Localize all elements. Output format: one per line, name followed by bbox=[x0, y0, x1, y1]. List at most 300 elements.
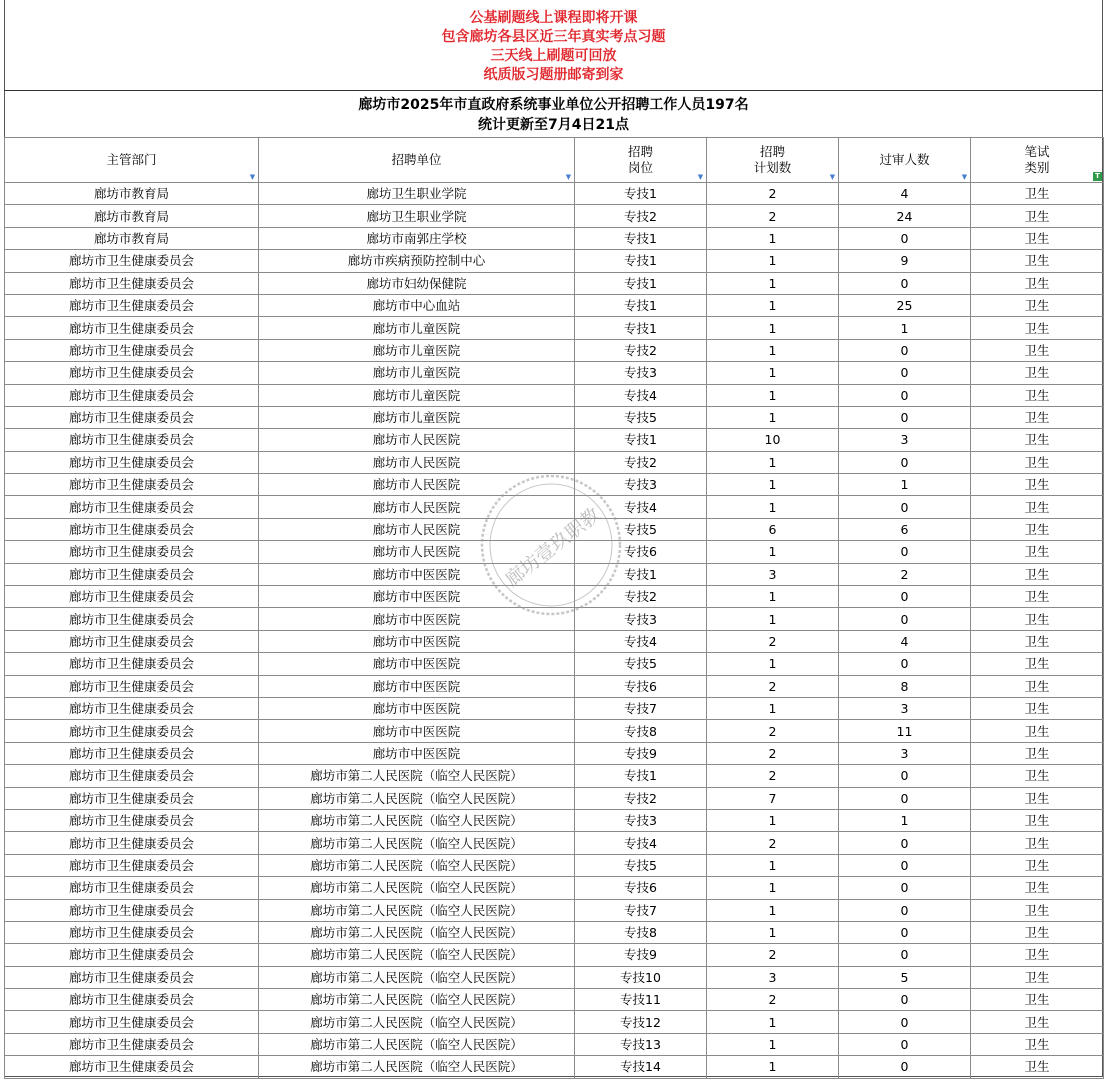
cell-plan-count[interactable]: 2 bbox=[707, 675, 839, 697]
header-row bbox=[5, 138, 1104, 183]
cell-approved-count[interactable]: 0 bbox=[839, 362, 971, 384]
cell-exam-category[interactable]: 卫生 bbox=[971, 183, 1104, 205]
cell-approved-count[interactable]: 0 bbox=[839, 586, 971, 608]
cell-exam-category[interactable]: 卫生 bbox=[971, 339, 1104, 361]
cell-department[interactable]: 廊坊市卫生健康委员会 bbox=[5, 451, 259, 473]
cell-exam-category[interactable]: 卫生 bbox=[971, 317, 1104, 339]
cell-department[interactable]: 廊坊市卫生健康委员会 bbox=[5, 989, 259, 1011]
cell-position[interactable]: 专技4 bbox=[575, 384, 707, 406]
cell-unit[interactable]: 廊坊市妇幼保健院 bbox=[259, 272, 575, 294]
table-row[interactable] bbox=[5, 787, 1104, 809]
table-row[interactable] bbox=[5, 317, 1104, 339]
cell-exam-category[interactable]: 卫生 bbox=[971, 630, 1104, 652]
cell-plan-count[interactable]: 1 bbox=[707, 1033, 839, 1055]
table-row[interactable] bbox=[5, 541, 1104, 563]
table-row[interactable] bbox=[5, 586, 1104, 608]
cell-exam-category[interactable]: 卫生 bbox=[971, 451, 1104, 473]
cell-unit[interactable]: 廊坊市第二人民医院（临空人民医院） bbox=[259, 1033, 575, 1055]
cell-department[interactable]: 廊坊市卫生健康委员会 bbox=[5, 787, 259, 809]
cell-plan-count[interactable]: 2 bbox=[707, 944, 839, 966]
cell-unit[interactable]: 廊坊市儿童医院 bbox=[259, 406, 575, 428]
cell-department[interactable]: 廊坊市卫生健康委员会 bbox=[5, 921, 259, 943]
cell-unit[interactable]: 廊坊市人民医院 bbox=[259, 518, 575, 540]
cell-position[interactable]: 专技3 bbox=[575, 362, 707, 384]
table-row[interactable] bbox=[5, 339, 1104, 361]
cell-exam-category[interactable]: 卫生 bbox=[971, 1056, 1104, 1078]
cell-department[interactable]: 廊坊市卫生健康委员会 bbox=[5, 653, 259, 675]
table-row[interactable] bbox=[5, 406, 1104, 428]
table-row[interactable] bbox=[5, 966, 1104, 988]
cell-exam-category[interactable]: 卫生 bbox=[971, 294, 1104, 316]
cell-position[interactable]: 专技9 bbox=[575, 944, 707, 966]
header-label: 招聘 bbox=[627, 144, 653, 159]
cell-position[interactable]: 专技2 bbox=[575, 339, 707, 361]
cell-department[interactable]: 廊坊市卫生健康委员会 bbox=[5, 317, 259, 339]
cell-approved-count[interactable]: 1 bbox=[839, 474, 971, 496]
cell-unit[interactable]: 廊坊市第二人民医院（临空人民医院） bbox=[259, 944, 575, 966]
cell-approved-count[interactable]: 3 bbox=[839, 742, 971, 764]
cell-plan-count[interactable]: 2 bbox=[707, 832, 839, 854]
cell-department[interactable]: 廊坊市卫生健康委员会 bbox=[5, 697, 259, 719]
cell-exam-category[interactable]: 卫生 bbox=[971, 675, 1104, 697]
cell-plan-count[interactable]: 1 bbox=[707, 250, 839, 272]
cell-approved-count[interactable]: 0 bbox=[839, 496, 971, 518]
cell-plan-count[interactable]: 2 bbox=[707, 205, 839, 227]
cell-plan-count[interactable]: 1 bbox=[707, 496, 839, 518]
cell-position[interactable]: 专技3 bbox=[575, 809, 707, 831]
cell-department[interactable]: 廊坊市卫生健康委员会 bbox=[5, 675, 259, 697]
cell-position[interactable]: 专技6 bbox=[575, 877, 707, 899]
table-row[interactable] bbox=[5, 989, 1104, 1011]
cell-position[interactable]: 专技1 bbox=[575, 429, 707, 451]
cell-position[interactable]: 专技1 bbox=[575, 250, 707, 272]
filter-dropdown-icon[interactable]: ▼ bbox=[829, 173, 836, 181]
cell-approved-count[interactable]: 9 bbox=[839, 250, 971, 272]
cell-position[interactable]: 专技2 bbox=[575, 787, 707, 809]
cell-plan-count[interactable]: 1 bbox=[707, 1056, 839, 1078]
table-row[interactable] bbox=[5, 227, 1104, 249]
cell-unit[interactable]: 廊坊市中医医院 bbox=[259, 586, 575, 608]
table-row[interactable] bbox=[5, 294, 1104, 316]
cell-approved-count[interactable]: 0 bbox=[839, 451, 971, 473]
cell-unit[interactable]: 廊坊市第二人民医院（临空人民医院） bbox=[259, 899, 575, 921]
filter-active-icon[interactable]: T bbox=[1093, 172, 1102, 181]
cell-position[interactable]: 专技1 bbox=[575, 765, 707, 787]
cell-position[interactable]: 专技4 bbox=[575, 832, 707, 854]
sheet-title bbox=[4, 90, 1103, 138]
cell-exam-category[interactable]: 卫生 bbox=[971, 899, 1104, 921]
banner-line: 三天线上刷题可回放 bbox=[490, 48, 617, 64]
cell-approved-count[interactable]: 0 bbox=[839, 765, 971, 787]
cell-approved-count[interactable]: 4 bbox=[839, 630, 971, 652]
cell-department[interactable]: 廊坊市卫生健康委员会 bbox=[5, 854, 259, 876]
table-row[interactable] bbox=[5, 429, 1104, 451]
cell-exam-category[interactable]: 卫生 bbox=[971, 653, 1104, 675]
cell-exam-category[interactable]: 卫生 bbox=[971, 272, 1104, 294]
cell-plan-count[interactable]: 1 bbox=[707, 451, 839, 473]
cell-unit[interactable]: 廊坊市中心血站 bbox=[259, 294, 575, 316]
cell-approved-count[interactable]: 0 bbox=[839, 921, 971, 943]
cell-department[interactable]: 廊坊市教育局 bbox=[5, 227, 259, 249]
table-row[interactable] bbox=[5, 765, 1104, 787]
cell-department[interactable]: 廊坊市卫生健康委员会 bbox=[5, 630, 259, 652]
filter-dropdown-icon[interactable]: ▼ bbox=[961, 173, 968, 181]
cell-position[interactable]: 专技8 bbox=[575, 921, 707, 943]
table-row[interactable] bbox=[5, 720, 1104, 742]
cell-approved-count[interactable]: 0 bbox=[839, 653, 971, 675]
cell-plan-count[interactable]: 2 bbox=[707, 742, 839, 764]
cell-approved-count[interactable]: 0 bbox=[839, 339, 971, 361]
cell-plan-count[interactable]: 2 bbox=[707, 989, 839, 1011]
cell-unit[interactable]: 廊坊市第二人民医院（临空人民医院） bbox=[259, 1011, 575, 1033]
cell-approved-count[interactable]: 1 bbox=[839, 809, 971, 831]
cell-approved-count[interactable]: 4 bbox=[839, 183, 971, 205]
cell-approved-count[interactable]: 3 bbox=[839, 697, 971, 719]
cell-department[interactable]: 廊坊市卫生健康委员会 bbox=[5, 384, 259, 406]
cell-plan-count[interactable]: 1 bbox=[707, 384, 839, 406]
cell-unit[interactable]: 廊坊市中医医院 bbox=[259, 653, 575, 675]
cell-plan-count[interactable]: 2 bbox=[707, 765, 839, 787]
cell-exam-category[interactable]: 卫生 bbox=[971, 518, 1104, 540]
cell-department[interactable]: 廊坊市卫生健康委员会 bbox=[5, 429, 259, 451]
cell-approved-count[interactable]: 8 bbox=[839, 675, 971, 697]
cell-position[interactable]: 专技5 bbox=[575, 854, 707, 876]
cell-plan-count[interactable]: 1 bbox=[707, 586, 839, 608]
cell-approved-count[interactable]: 0 bbox=[839, 854, 971, 876]
cell-position[interactable]: 专技14 bbox=[575, 1056, 707, 1078]
cell-unit[interactable]: 廊坊市中医医院 bbox=[259, 563, 575, 585]
table-row[interactable] bbox=[5, 474, 1104, 496]
cell-department[interactable]: 廊坊市卫生健康委员会 bbox=[5, 742, 259, 764]
cell-plan-count[interactable]: 1 bbox=[707, 541, 839, 563]
cell-exam-category[interactable]: 卫生 bbox=[971, 787, 1104, 809]
cell-approved-count[interactable]: 3 bbox=[839, 429, 971, 451]
table-row[interactable] bbox=[5, 250, 1104, 272]
cell-approved-count[interactable]: 2 bbox=[839, 563, 971, 585]
cell-unit[interactable]: 廊坊市第二人民医院（临空人民医院） bbox=[259, 809, 575, 831]
banner-line: 包含廊坊各县区近三年真实考点习题 bbox=[441, 29, 666, 45]
cell-unit[interactable]: 廊坊市人民医院 bbox=[259, 451, 575, 473]
cell-exam-category[interactable]: 卫生 bbox=[971, 250, 1104, 272]
cell-approved-count[interactable]: 0 bbox=[839, 1056, 971, 1078]
cell-unit[interactable]: 廊坊市儿童医院 bbox=[259, 362, 575, 384]
cell-department[interactable]: 廊坊市教育局 bbox=[5, 205, 259, 227]
cell-position[interactable]: 专技4 bbox=[575, 630, 707, 652]
table-row[interactable] bbox=[5, 205, 1104, 227]
cell-approved-count[interactable]: 0 bbox=[839, 406, 971, 428]
cell-approved-count[interactable]: 0 bbox=[839, 989, 971, 1011]
cell-exam-category[interactable]: 卫生 bbox=[971, 742, 1104, 764]
watermark-text: 廊坊壹玖职教 bbox=[501, 503, 605, 592]
cell-position[interactable]: 专技2 bbox=[575, 205, 707, 227]
cell-plan-count[interactable]: 1 bbox=[707, 294, 839, 316]
cell-exam-category[interactable]: 卫生 bbox=[971, 384, 1104, 406]
cell-plan-count[interactable]: 1 bbox=[707, 474, 839, 496]
cell-exam-category[interactable]: 卫生 bbox=[971, 989, 1104, 1011]
table-row[interactable] bbox=[5, 742, 1104, 764]
cell-department[interactable]: 廊坊市教育局 bbox=[5, 183, 259, 205]
cell-unit[interactable]: 廊坊卫生职业学院 bbox=[259, 183, 575, 205]
cell-plan-count[interactable]: 1 bbox=[707, 406, 839, 428]
cell-unit[interactable]: 廊坊市中医医院 bbox=[259, 720, 575, 742]
cell-exam-category[interactable]: 卫生 bbox=[971, 921, 1104, 943]
col-header-plan-count[interactable] bbox=[707, 138, 839, 183]
cell-department[interactable]: 廊坊市卫生健康委员会 bbox=[5, 1056, 259, 1078]
cell-unit[interactable]: 廊坊市中医医院 bbox=[259, 630, 575, 652]
cell-plan-count[interactable]: 1 bbox=[707, 854, 839, 876]
cell-position[interactable]: 专技5 bbox=[575, 653, 707, 675]
cell-plan-count[interactable]: 3 bbox=[707, 966, 839, 988]
cell-position[interactable]: 专技1 bbox=[575, 227, 707, 249]
table-row[interactable] bbox=[5, 944, 1104, 966]
table-row[interactable] bbox=[5, 877, 1104, 899]
cell-approved-count[interactable]: 6 bbox=[839, 518, 971, 540]
col-header-exam-category[interactable] bbox=[971, 138, 1104, 183]
cell-approved-count[interactable]: 25 bbox=[839, 294, 971, 316]
cell-unit[interactable]: 廊坊市南郭庄学校 bbox=[259, 227, 575, 249]
cell-plan-count[interactable]: 1 bbox=[707, 317, 839, 339]
cell-department[interactable]: 廊坊市卫生健康委员会 bbox=[5, 362, 259, 384]
table-row[interactable] bbox=[5, 675, 1104, 697]
cell-approved-count[interactable]: 0 bbox=[839, 608, 971, 630]
cell-unit[interactable]: 廊坊市第二人民医院（临空人民医院） bbox=[259, 966, 575, 988]
cell-position[interactable]: 专技11 bbox=[575, 989, 707, 1011]
cell-approved-count[interactable]: 0 bbox=[839, 832, 971, 854]
cell-approved-count[interactable]: 0 bbox=[839, 944, 971, 966]
cell-unit[interactable]: 廊坊市第二人民医院（临空人民医院） bbox=[259, 877, 575, 899]
cell-exam-category[interactable]: 卫生 bbox=[971, 832, 1104, 854]
table-row[interactable] bbox=[5, 451, 1104, 473]
filter-dropdown-icon[interactable]: ▼ bbox=[697, 173, 704, 181]
col-header-approved-count[interactable] bbox=[839, 138, 971, 183]
cell-plan-count[interactable]: 1 bbox=[707, 877, 839, 899]
cell-plan-count[interactable]: 1 bbox=[707, 362, 839, 384]
cell-plan-count[interactable]: 2 bbox=[707, 183, 839, 205]
cell-position[interactable]: 专技13 bbox=[575, 1033, 707, 1055]
cell-position[interactable]: 专技4 bbox=[575, 496, 707, 518]
cell-approved-count[interactable]: 0 bbox=[839, 1033, 971, 1055]
table-body bbox=[5, 183, 1104, 1079]
cell-unit[interactable]: 廊坊市人民医院 bbox=[259, 541, 575, 563]
table-row[interactable] bbox=[5, 921, 1104, 943]
cell-exam-category[interactable]: 卫生 bbox=[971, 563, 1104, 585]
cell-position[interactable]: 专技5 bbox=[575, 518, 707, 540]
cell-department[interactable]: 廊坊市卫生健康委员会 bbox=[5, 496, 259, 518]
table-row[interactable] bbox=[5, 697, 1104, 719]
cell-approved-count[interactable]: 11 bbox=[839, 720, 971, 742]
cell-approved-count[interactable]: 0 bbox=[839, 877, 971, 899]
cell-plan-count[interactable]: 1 bbox=[707, 653, 839, 675]
cell-approved-count[interactable]: 0 bbox=[839, 787, 971, 809]
table-row[interactable] bbox=[5, 1011, 1104, 1033]
cell-unit[interactable]: 廊坊市中医医院 bbox=[259, 608, 575, 630]
table-row[interactable] bbox=[5, 809, 1104, 831]
cell-exam-category[interactable]: 卫生 bbox=[971, 877, 1104, 899]
cell-plan-count[interactable]: 2 bbox=[707, 630, 839, 652]
cell-approved-count[interactable]: 5 bbox=[839, 966, 971, 988]
cell-unit[interactable]: 廊坊市第二人民医院（临空人民医院） bbox=[259, 989, 575, 1011]
cell-unit[interactable]: 廊坊市疾病预防控制中心 bbox=[259, 250, 575, 272]
cell-position[interactable]: 专技6 bbox=[575, 541, 707, 563]
cell-approved-count[interactable]: 0 bbox=[839, 384, 971, 406]
cell-exam-category[interactable]: 卫生 bbox=[971, 1011, 1104, 1033]
cell-department[interactable]: 廊坊市卫生健康委员会 bbox=[5, 250, 259, 272]
cell-exam-category[interactable]: 卫生 bbox=[971, 227, 1104, 249]
cell-plan-count[interactable]: 3 bbox=[707, 563, 839, 585]
cell-approved-count[interactable]: 0 bbox=[839, 541, 971, 563]
cell-exam-category[interactable]: 卫生 bbox=[971, 362, 1104, 384]
cell-exam-category[interactable]: 卫生 bbox=[971, 429, 1104, 451]
cell-department[interactable]: 廊坊市卫生健康委员会 bbox=[5, 541, 259, 563]
table-row[interactable] bbox=[5, 563, 1104, 585]
cell-unit[interactable]: 廊坊市中医医院 bbox=[259, 742, 575, 764]
table-row[interactable] bbox=[5, 1033, 1104, 1055]
cell-approved-count[interactable]: 0 bbox=[839, 899, 971, 921]
cell-plan-count[interactable]: 1 bbox=[707, 272, 839, 294]
cell-department[interactable]: 廊坊市卫生健康委员会 bbox=[5, 809, 259, 831]
cell-position[interactable]: 专技1 bbox=[575, 317, 707, 339]
cell-unit[interactable]: 廊坊市第二人民医院（临空人民医院） bbox=[259, 1056, 575, 1078]
table-row[interactable] bbox=[5, 608, 1104, 630]
cell-exam-category[interactable]: 卫生 bbox=[971, 966, 1104, 988]
cell-unit[interactable]: 廊坊市第二人民医院（临空人民医院） bbox=[259, 787, 575, 809]
cell-position[interactable]: 专技3 bbox=[575, 608, 707, 630]
cell-position[interactable]: 专技1 bbox=[575, 294, 707, 316]
cell-exam-category[interactable]: 卫生 bbox=[971, 697, 1104, 719]
cell-position[interactable]: 专技2 bbox=[575, 451, 707, 473]
cell-approved-count[interactable]: 1 bbox=[839, 317, 971, 339]
cell-plan-count[interactable]: 1 bbox=[707, 899, 839, 921]
cell-unit[interactable]: 廊坊市中医医院 bbox=[259, 675, 575, 697]
table-row[interactable] bbox=[5, 832, 1104, 854]
col-header-department[interactable] bbox=[5, 138, 259, 183]
table-row[interactable] bbox=[5, 653, 1104, 675]
cell-department[interactable]: 廊坊市卫生健康委员会 bbox=[5, 294, 259, 316]
table-row[interactable] bbox=[5, 518, 1104, 540]
table-row[interactable] bbox=[5, 1056, 1104, 1078]
cell-unit[interactable]: 廊坊市中医医院 bbox=[259, 697, 575, 719]
cell-position[interactable]: 专技10 bbox=[575, 966, 707, 988]
cell-plan-count[interactable]: 1 bbox=[707, 921, 839, 943]
cell-exam-category[interactable]: 卫生 bbox=[971, 809, 1104, 831]
cell-exam-category[interactable]: 卫生 bbox=[971, 720, 1104, 742]
cell-plan-count[interactable]: 7 bbox=[707, 787, 839, 809]
cell-exam-category[interactable]: 卫生 bbox=[971, 541, 1104, 563]
cell-department[interactable]: 廊坊市卫生健康委员会 bbox=[5, 339, 259, 361]
table-row[interactable] bbox=[5, 496, 1104, 518]
cell-plan-count[interactable]: 1 bbox=[707, 697, 839, 719]
cell-unit[interactable]: 廊坊市儿童医院 bbox=[259, 317, 575, 339]
cell-position[interactable]: 专技1 bbox=[575, 183, 707, 205]
col-header-unit[interactable] bbox=[259, 138, 575, 183]
filter-dropdown-icon[interactable]: ▼ bbox=[249, 173, 256, 181]
table-row[interactable] bbox=[5, 384, 1104, 406]
cell-unit[interactable]: 廊坊市第二人民医院（临空人民医院） bbox=[259, 921, 575, 943]
cell-position[interactable]: 专技9 bbox=[575, 742, 707, 764]
cell-exam-category[interactable]: 卫生 bbox=[971, 1033, 1104, 1055]
cell-exam-category[interactable]: 卫生 bbox=[971, 205, 1104, 227]
cell-approved-count[interactable]: 0 bbox=[839, 272, 971, 294]
cell-department[interactable]: 廊坊市卫生健康委员会 bbox=[5, 608, 259, 630]
cell-unit[interactable]: 廊坊市第二人民医院（临空人民医院） bbox=[259, 854, 575, 876]
cell-approved-count[interactable]: 24 bbox=[839, 205, 971, 227]
col-header-position[interactable] bbox=[575, 138, 707, 183]
cell-position[interactable]: 专技6 bbox=[575, 675, 707, 697]
cell-unit[interactable]: 廊坊卫生职业学院 bbox=[259, 205, 575, 227]
cell-plan-count[interactable]: 1 bbox=[707, 1011, 839, 1033]
cell-plan-count[interactable]: 1 bbox=[707, 608, 839, 630]
cell-unit[interactable]: 廊坊市人民医院 bbox=[259, 474, 575, 496]
cell-plan-count[interactable]: 6 bbox=[707, 518, 839, 540]
cell-exam-category[interactable]: 卫生 bbox=[971, 854, 1104, 876]
cell-exam-category[interactable]: 卫生 bbox=[971, 586, 1104, 608]
cell-exam-category[interactable]: 卫生 bbox=[971, 496, 1104, 518]
cell-position[interactable]: 专技7 bbox=[575, 899, 707, 921]
cell-unit[interactable]: 廊坊市人民医院 bbox=[259, 429, 575, 451]
table-row[interactable] bbox=[5, 899, 1104, 921]
cell-department[interactable]: 廊坊市卫生健康委员会 bbox=[5, 899, 259, 921]
cell-plan-count[interactable]: 2 bbox=[707, 720, 839, 742]
cell-position[interactable]: 专技1 bbox=[575, 272, 707, 294]
cell-unit[interactable]: 廊坊市儿童医院 bbox=[259, 384, 575, 406]
cell-unit[interactable]: 廊坊市第二人民医院（临空人民医院） bbox=[259, 765, 575, 787]
cell-position[interactable]: 专技12 bbox=[575, 1011, 707, 1033]
cell-department[interactable]: 廊坊市卫生健康委员会 bbox=[5, 877, 259, 899]
cell-exam-category[interactable]: 卫生 bbox=[971, 765, 1104, 787]
cell-department[interactable]: 廊坊市卫生健康委员会 bbox=[5, 832, 259, 854]
cell-plan-count[interactable]: 1 bbox=[707, 339, 839, 361]
cell-department[interactable]: 廊坊市卫生健康委员会 bbox=[5, 586, 259, 608]
table-row[interactable] bbox=[5, 362, 1104, 384]
cell-position[interactable]: 专技7 bbox=[575, 697, 707, 719]
cell-department[interactable]: 廊坊市卫生健康委员会 bbox=[5, 720, 259, 742]
table-row[interactable] bbox=[5, 630, 1104, 652]
cell-plan-count[interactable]: 1 bbox=[707, 809, 839, 831]
table-row[interactable] bbox=[5, 854, 1104, 876]
cell-department[interactable]: 廊坊市卫生健康委员会 bbox=[5, 474, 259, 496]
cell-department[interactable]: 廊坊市卫生健康委员会 bbox=[5, 406, 259, 428]
cell-unit[interactable]: 廊坊市儿童医院 bbox=[259, 339, 575, 361]
cell-plan-count[interactable]: 10 bbox=[707, 429, 839, 451]
cell-position[interactable]: 专技3 bbox=[575, 474, 707, 496]
table-row[interactable] bbox=[5, 272, 1104, 294]
cell-unit[interactable]: 廊坊市第二人民医院（临空人民医院） bbox=[259, 832, 575, 854]
cell-department[interactable]: 廊坊市卫生健康委员会 bbox=[5, 1033, 259, 1055]
cell-unit[interactable]: 廊坊市人民医院 bbox=[259, 496, 575, 518]
cell-approved-count[interactable]: 0 bbox=[839, 227, 971, 249]
cell-position[interactable]: 专技1 bbox=[575, 563, 707, 585]
cell-department[interactable]: 廊坊市卫生健康委员会 bbox=[5, 518, 259, 540]
filter-dropdown-icon[interactable]: ▼ bbox=[565, 173, 572, 181]
cell-exam-category[interactable]: 卫生 bbox=[971, 406, 1104, 428]
cell-department[interactable]: 廊坊市卫生健康委员会 bbox=[5, 944, 259, 966]
table-row[interactable] bbox=[5, 183, 1104, 205]
cell-department[interactable]: 廊坊市卫生健康委员会 bbox=[5, 765, 259, 787]
cell-plan-count[interactable]: 1 bbox=[707, 227, 839, 249]
cell-position[interactable]: 专技2 bbox=[575, 586, 707, 608]
cell-position[interactable]: 专技5 bbox=[575, 406, 707, 428]
cell-exam-category[interactable]: 卫生 bbox=[971, 944, 1104, 966]
cell-department[interactable]: 廊坊市卫生健康委员会 bbox=[5, 966, 259, 988]
cell-position[interactable]: 专技8 bbox=[575, 720, 707, 742]
cell-approved-count[interactable]: 0 bbox=[839, 1011, 971, 1033]
header-label: 招聘 bbox=[759, 144, 785, 159]
cell-department[interactable]: 廊坊市卫生健康委员会 bbox=[5, 1011, 259, 1033]
cell-exam-category[interactable]: 卫生 bbox=[971, 608, 1104, 630]
cell-exam-category[interactable]: 卫生 bbox=[971, 474, 1104, 496]
cell-department[interactable]: 廊坊市卫生健康委员会 bbox=[5, 272, 259, 294]
cell-department[interactable]: 廊坊市卫生健康委员会 bbox=[5, 563, 259, 585]
